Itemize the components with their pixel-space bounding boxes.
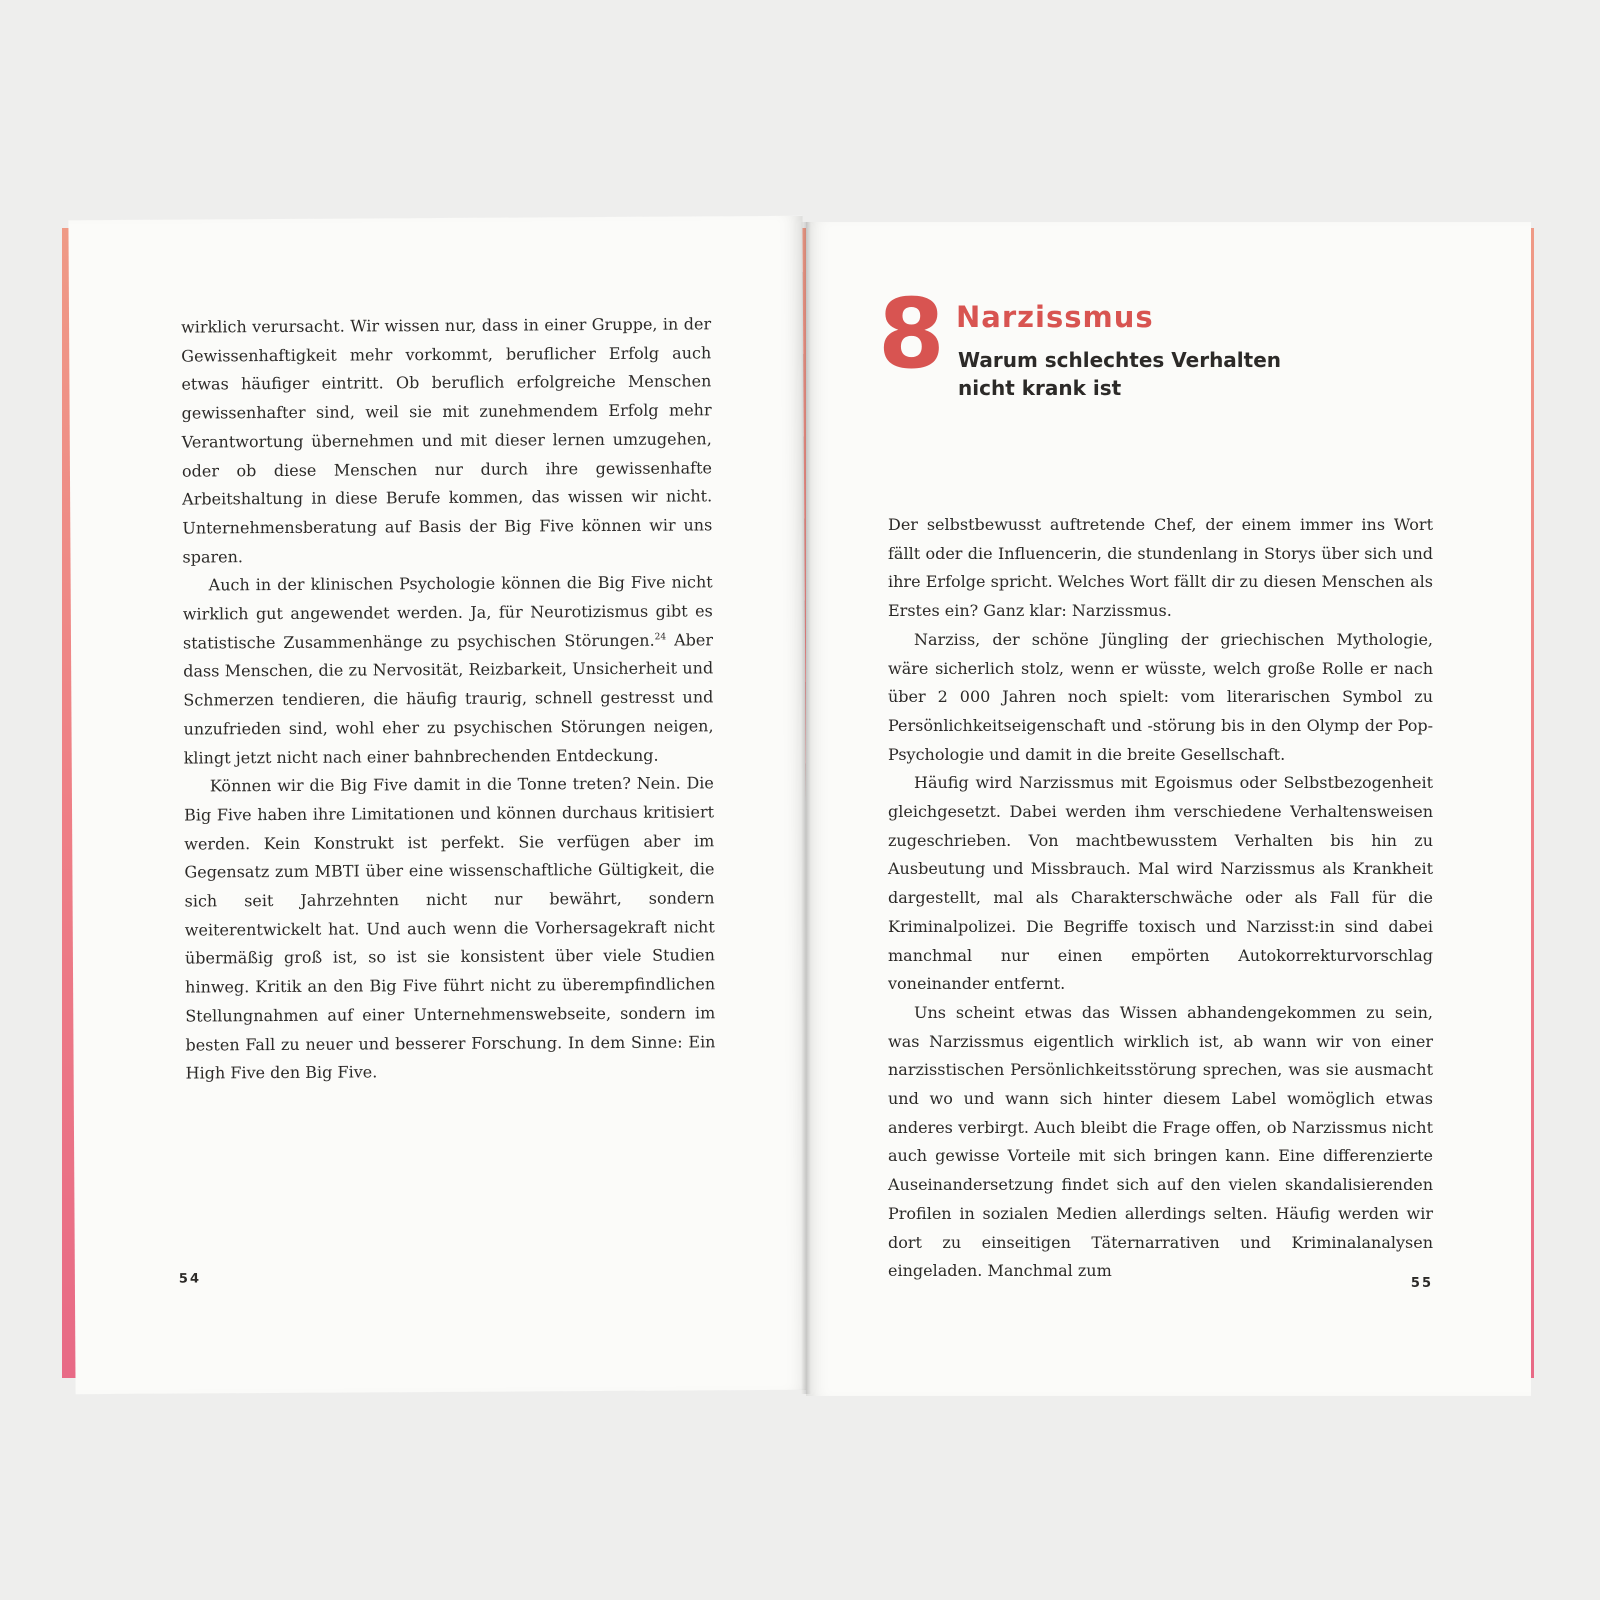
left-paragraph-2-text: Auch in der klinischen Psychologie können die Big Five nicht wirklich gut angewendet werden. Ja, für Neurotizismus gibt es statistische Zusammenhänge zu psychischen Störungen. <box>182 572 713 653</box>
right-paragraph-2: Narziss, der schöne Jüngling der griechischen Mythologie, wäre sicherlich stolz, wenn er wüsste, welch große Rolle er nach über 2 000 Jahren noch spielt: vom literarischen Symbol zu Persönlichkeitseigenschaft und -störung bis in den Olymp der Pop-Psychologie und damit in die breite Gesellschaft. <box>888 629 1433 764</box>
right-paragraph-3: Häufig wird Narzissmus mit Egoismus oder Selbstbezogenheit gleichgesetzt. Dabei werden ihm verschiedene Verhaltensweisen zugeschrieben. Von machtbewusstem Verhalten bis hin zu Ausbeutung und Missbrauch. Mal wird Narzissmus als Krankheit dargestellt, mal als Charakterschwäche oder als Fall für die Kriminalpolizei. Die Begriffe toxisch und Narzisst:in sind dabei manchmal nur einen empörten Autokorrekturvorschlag voneinander entfernt. <box>888 773 1433 994</box>
right-paragraph-4: Uns scheint etwas das Wissen abhandengekommen zu sein, was Narzissmus eigentlich wirklich ist, ab wann wir von einer narzisstischen Persönlichkeitsstörung sprechen, was sie ausmacht und wo und wann sich hinter diesem Label womöglich etwas anderes verbirgt. Auch bleibt die Frage offen, ob Narzissmus nicht auch gewisse Vorteile mit sich bringen kann. Eine differenzierte Auseinandersetzung findet sich auf den vielen skandalisierenden Profilen in sozialen Medien allerdings selten. Häufig werden wir dort zu einseitigen Täternarrativen und Kriminalanalysen eingeladen. Manchmal zum <box>888 1002 1433 1281</box>
right-page-body <box>888 511 1433 1286</box>
page-number-left: 54 <box>178 1271 202 1287</box>
chapter-subtitle: Warum schlechtes Verhalten nicht krank ist <box>958 348 1282 400</box>
footnote-ref: 24 <box>654 632 667 643</box>
chapter-number: 8 <box>878 278 945 390</box>
page-number-right: 55 <box>1410 1276 1433 1291</box>
right-paragraph-1: Der selbstbewusst auftretende Chef, der einem immer ins Wort fällt oder die Influencerin, die stundenlang in Storys über sich und ihre Erfolge spricht. Welches Wort fällt dir zu diesen Menschen als Erstes ein? Ganz klar: Narzissmus. <box>888 515 1433 621</box>
left-paragraph-2-cont: Aber dass Menschen, die zu Nervosität, Reizbarkeit, Unsicherheit und Schmerzen tendieren, die häufig traurig, schnell gestresst und unzufrieden sind, wohl eher zu psychischen Störungen neigen, klingt jetzt nicht nach einer bahnbrechenden Entdeckung. <box>183 630 714 768</box>
left-paragraph-1: wirklich verursacht. Wir wissen nur, dass in einer Gruppe, in der Gewissenhaftigkeit mehr vorkommt, beruflicher Erfolg auch etwas häufiger eintritt. Ob beruflich erfolgreiche Menschen gewissenhafter sind, weil sie mit zunehmendem Erfolg mehr Verantwortung übernehmen und mit dieser lernen umzugehen, oder ob diese Menschen nur durch ihre gewissenhafte Arbeitshaltung in diese Berufe kommen, das wissen wir nicht. Unternehmensberatung auf Basis der Big Five können wir uns sparen. <box>181 314 713 567</box>
book-gutter <box>801 222 811 1394</box>
left-paragraph-3: Können wir die Big Five damit in die Tonne treten? Nein. Die Big Five haben ihre Limitationen und können durchaus kritisiert werden. Kein Konstrukt ist perfekt. Sie verfügen aber im Gegensatz zum MBTI über eine wissenschaftliche Gültigkeit, die sich seit Jahrzehnten nicht nur bewährt, sondern weiterentwickelt hat. Und auch wenn die Vorhersagekraft nicht übermäßig groß ist, so ist sie konsistent über viele Studien hinweg. Kritik an den Big Five führt nicht zu überempfindlichen Stellungnahmen auf einer Unternehmenswebseite, sondern im besten Fall zu neuer und besserer Forschung. In dem Sinne: Ein High Five den Big Five. <box>183 773 716 1083</box>
left-page-body <box>181 310 716 1088</box>
right-page <box>806 222 1531 1396</box>
left-paragraph-2 <box>183 569 714 773</box>
left-page <box>68 216 809 1394</box>
chapter-title: Narzissmus <box>956 300 1154 334</box>
